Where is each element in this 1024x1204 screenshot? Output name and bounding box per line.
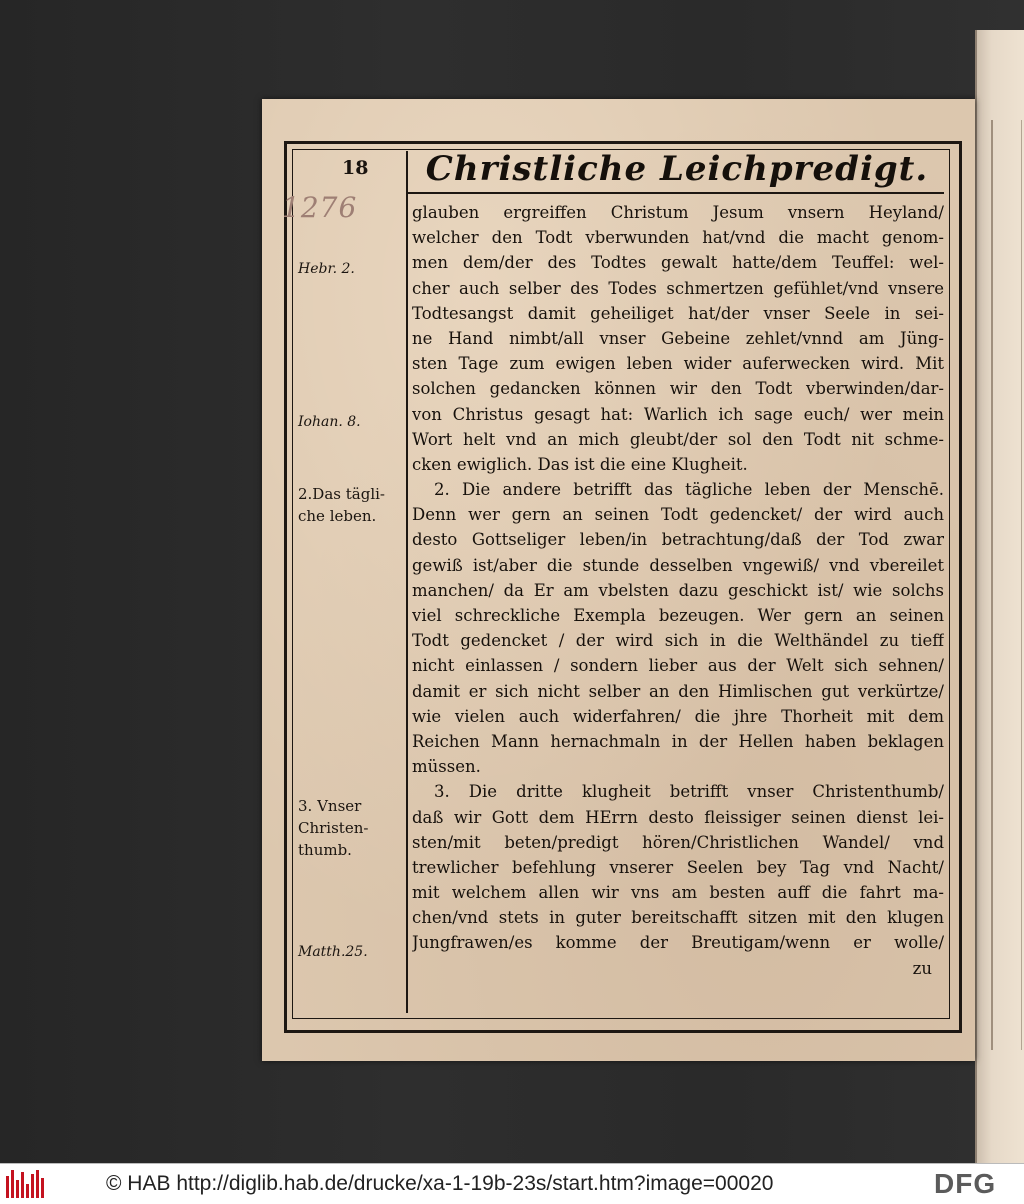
text-line: Wort helt vnd an mich gleubt/der sol den Todt nit schme- <box>412 429 944 449</box>
text-line: cher auch selber des Todes schmertzen gefühlet/vnd vnsere <box>412 278 944 298</box>
header-rule <box>406 192 944 194</box>
body-text <box>412 200 944 981</box>
adjacent-page-rule <box>991 120 1022 1050</box>
text-line: desto Gottseliger leben/in betrachtung/daß der Tod zwar <box>412 530 944 550</box>
margin-note-daily-life: 2.Das tägli-che leben. <box>298 485 385 525</box>
text-line: sten/mit beten/predigt hören/Christlichen Wandel/ vnd <box>412 832 944 852</box>
text-line: 2. Die andere betrifft das tägliche leben der Menschē. <box>434 480 944 500</box>
text-line: Todtesangst damit geheiliget hat/der vnser Seele in sei- <box>412 303 944 323</box>
text-line: müssen. <box>412 757 481 777</box>
text-line: von Christus gesagt hat: Warlich ich sage euch/ wer mein <box>412 404 944 424</box>
text-line: Jungfrawen/es komme der Breutigam/wenn er wolle/ <box>412 933 944 953</box>
text-line: wie vielen auch widerfahren/ die jhre Thorheit mit dem <box>412 706 944 726</box>
text-line: trewlicher befehlung vnserer Seelen bey Tag vnd Nacht/ <box>412 857 944 877</box>
page-number: 18 <box>342 157 369 179</box>
margin-note-iohan: Iohan. 8. <box>298 414 361 430</box>
text-line: 3. Die dritte klugheit betrifft vnser Christenthumb/ <box>434 782 944 802</box>
running-head: Christliche Leichpredigt. <box>425 149 929 189</box>
text-line: cken ewiglich. Das ist die eine Klugheit. <box>412 454 748 474</box>
margin-note-hebr: Hebr. 2. <box>298 261 355 277</box>
adjacent-page-edge <box>975 30 1024 1163</box>
text-line: chen/vnd stets in guter bereitschafft sitzen mit den klugen <box>412 908 944 928</box>
text-line: damit er sich nicht selber an den Himlischen gut verkürtze/ <box>412 681 944 701</box>
margin-rule <box>406 151 408 1013</box>
text-line: daß wir Gott dem HErrn desto fleissiger seinen dienst lei- <box>412 807 944 827</box>
book-page <box>262 99 975 1061</box>
text-line: sten Tage zum ewigen leben wider auferwecken wird. Mit <box>412 354 944 374</box>
handwritten-number: 1276 <box>282 191 358 224</box>
text-line: ne Hand nimbt/all vnser Gebeine zehlet/vnnd am Jüng- <box>412 328 944 348</box>
margin-note-matth: Matth.25. <box>298 944 368 960</box>
text-line: Denn wer gern an seinen Todt gedencket/ der wird auch <box>412 505 944 525</box>
text-line: men dem/der des Todtes gewalt hatte/dem Teuffel: wel- <box>412 253 944 273</box>
text-line: solchen gedancken können wir den Todt vberwinden/dar- <box>412 379 944 399</box>
text-line: nicht einlassen / sondern lieber aus der Welt sich sehnen/ <box>412 656 944 676</box>
text-line: manchen/ da Er am vbelsten dazu geschickt ist/ wie solchs <box>412 580 944 600</box>
dfg-logo[interactable]: DFG <box>934 1168 997 1199</box>
text-line: mit welchem allen wir vns am besten auff die fahrt ma- <box>412 883 944 903</box>
text-line: Todt gedencket / der wird sich in die Welthändel zu tieff <box>412 631 944 651</box>
viewer-footer <box>0 1163 1024 1204</box>
text-line: welcher den Todt vberwunden hat/vnd die macht genom- <box>412 228 944 248</box>
hab-barcode-logo-icon[interactable] <box>6 1170 46 1198</box>
copyright-url-link[interactable]: © HAB http://diglib.hab.de/drucke/xa-1-19b-23s/start.htm?image=00020 <box>106 1172 774 1195</box>
text-line: Reichen Mann hernachmaln in der Hellen haben beklagen <box>412 731 944 751</box>
catchword: zu <box>912 958 932 978</box>
text-line: viel schreckliche Exempla bezeugen. Wer gern an seinen <box>412 606 944 625</box>
margin-note-christenthumb: 3. Vnser Christen-thumb. <box>298 797 369 859</box>
text-line: glauben ergreiffen Christum Jesum vnsern Heyland/ <box>412 203 944 222</box>
text-line: gewiß ist/aber die stunde desselben vngewiß/ vnd vbereilet <box>412 555 944 575</box>
